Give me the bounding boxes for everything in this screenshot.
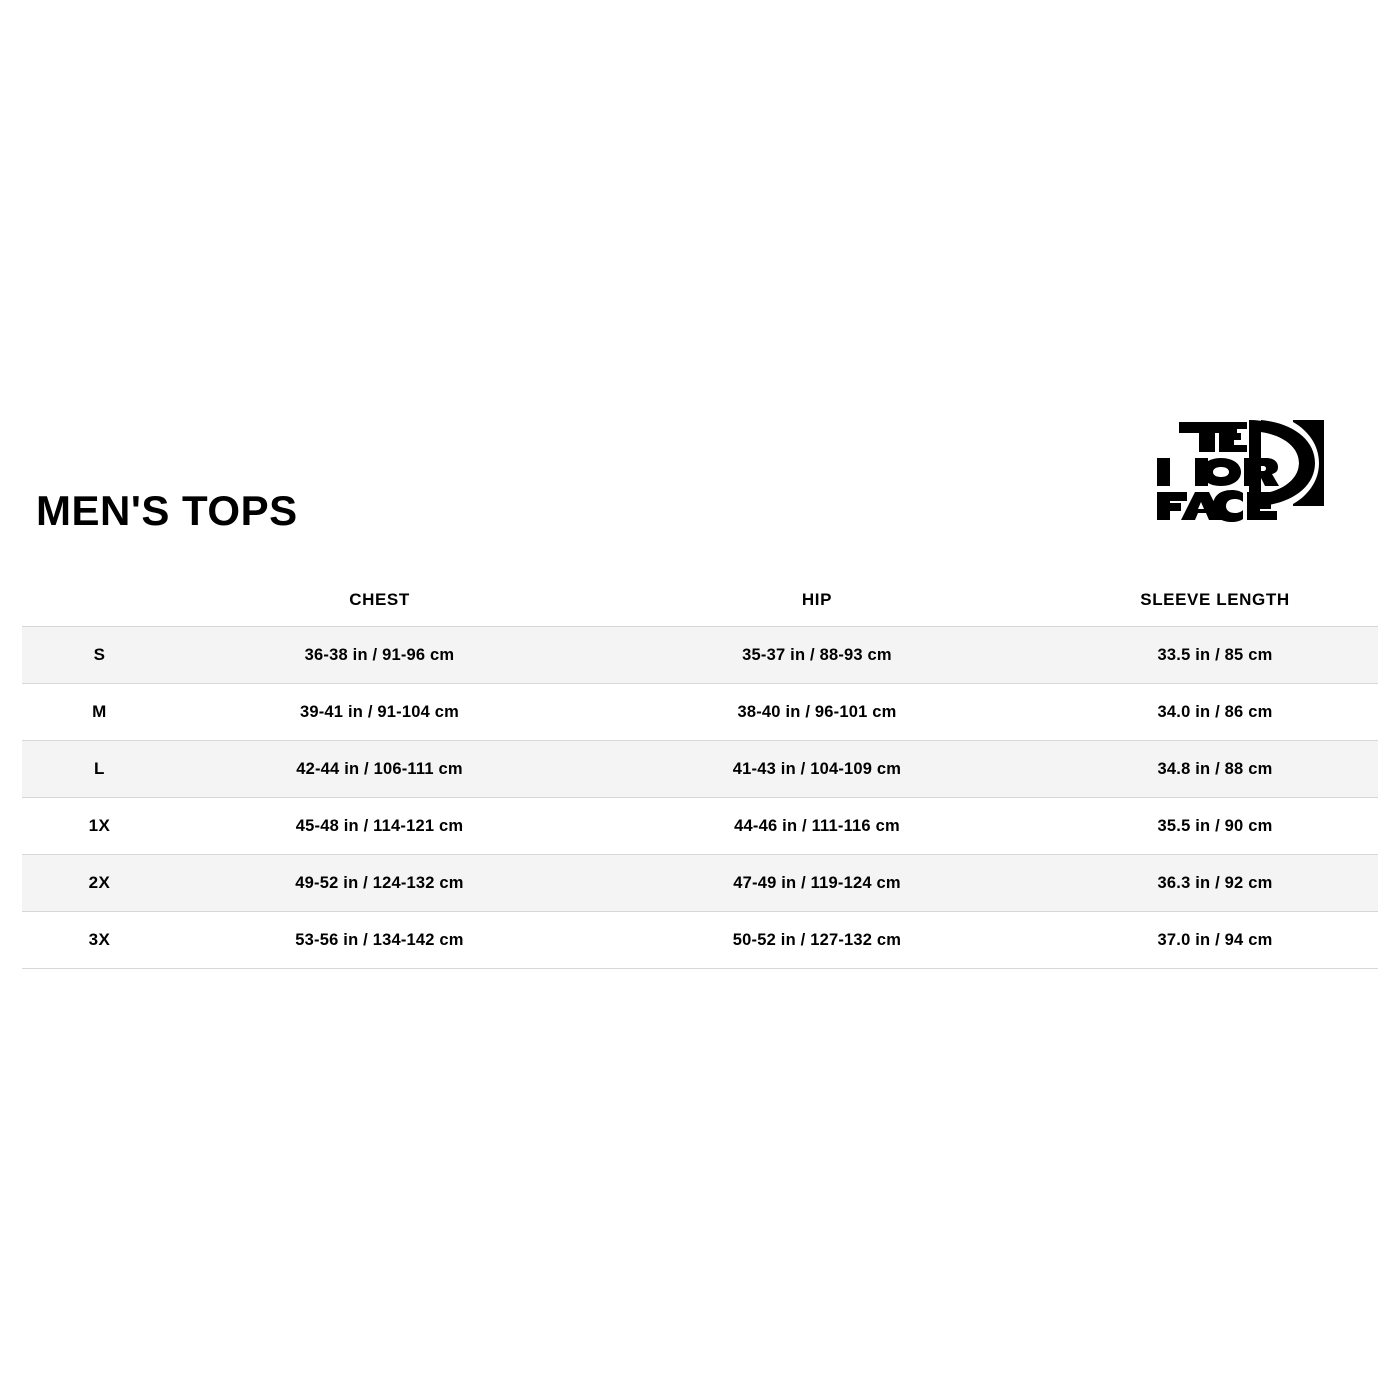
cell-chest: 42-44 in / 106-111 cm	[177, 741, 582, 798]
column-header-chest: CHEST	[177, 590, 582, 627]
cell-sleeve: 36.3 in / 92 cm	[1052, 855, 1378, 912]
cell-hip: 50-52 in / 127-132 cm	[582, 912, 1052, 969]
cell-hip: 41-43 in / 104-109 cm	[582, 741, 1052, 798]
table-row	[22, 798, 1378, 855]
cell-size: L	[22, 741, 177, 798]
cell-size: M	[22, 684, 177, 741]
cell-size: 3X	[22, 912, 177, 969]
page-title: MEN'S TOPS	[36, 487, 298, 535]
cell-sleeve: 33.5 in / 85 cm	[1052, 627, 1378, 684]
cell-hip: 44-46 in / 111-116 cm	[582, 798, 1052, 855]
table-row	[22, 855, 1378, 912]
cell-hip: 38-40 in / 96-101 cm	[582, 684, 1052, 741]
column-header-sleeve-length: SLEEVE LENGTH	[1052, 590, 1378, 627]
cell-sleeve: 34.8 in / 88 cm	[1052, 741, 1378, 798]
cell-chest: 45-48 in / 114-121 cm	[177, 798, 582, 855]
cell-size: S	[22, 627, 177, 684]
table-header	[22, 590, 1378, 627]
table-row	[22, 627, 1378, 684]
table-row	[22, 912, 1378, 969]
chart-header	[30, 410, 1370, 540]
cell-sleeve: 35.5 in / 90 cm	[1052, 798, 1378, 855]
column-header-size	[22, 590, 177, 627]
table-header-row	[22, 590, 1378, 627]
cell-size: 1X	[22, 798, 177, 855]
cell-sleeve: 37.0 in / 94 cm	[1052, 912, 1378, 969]
cell-chest: 39-41 in / 91-104 cm	[177, 684, 582, 741]
table-body	[22, 627, 1378, 969]
cell-chest: 53-56 in / 134-142 cm	[177, 912, 582, 969]
cell-sleeve: 34.0 in / 86 cm	[1052, 684, 1378, 741]
cell-hip: 35-37 in / 88-93 cm	[582, 627, 1052, 684]
cell-chest: 36-38 in / 91-96 cm	[177, 627, 582, 684]
table-row	[22, 741, 1378, 798]
cell-size: 2X	[22, 855, 177, 912]
cell-chest: 49-52 in / 124-132 cm	[177, 855, 582, 912]
the-north-face-logo-icon	[1143, 410, 1328, 528]
cell-hip: 47-49 in / 119-124 cm	[582, 855, 1052, 912]
table-row	[22, 684, 1378, 741]
column-header-hip: HIP	[582, 590, 1052, 627]
size-chart-table	[22, 590, 1378, 969]
